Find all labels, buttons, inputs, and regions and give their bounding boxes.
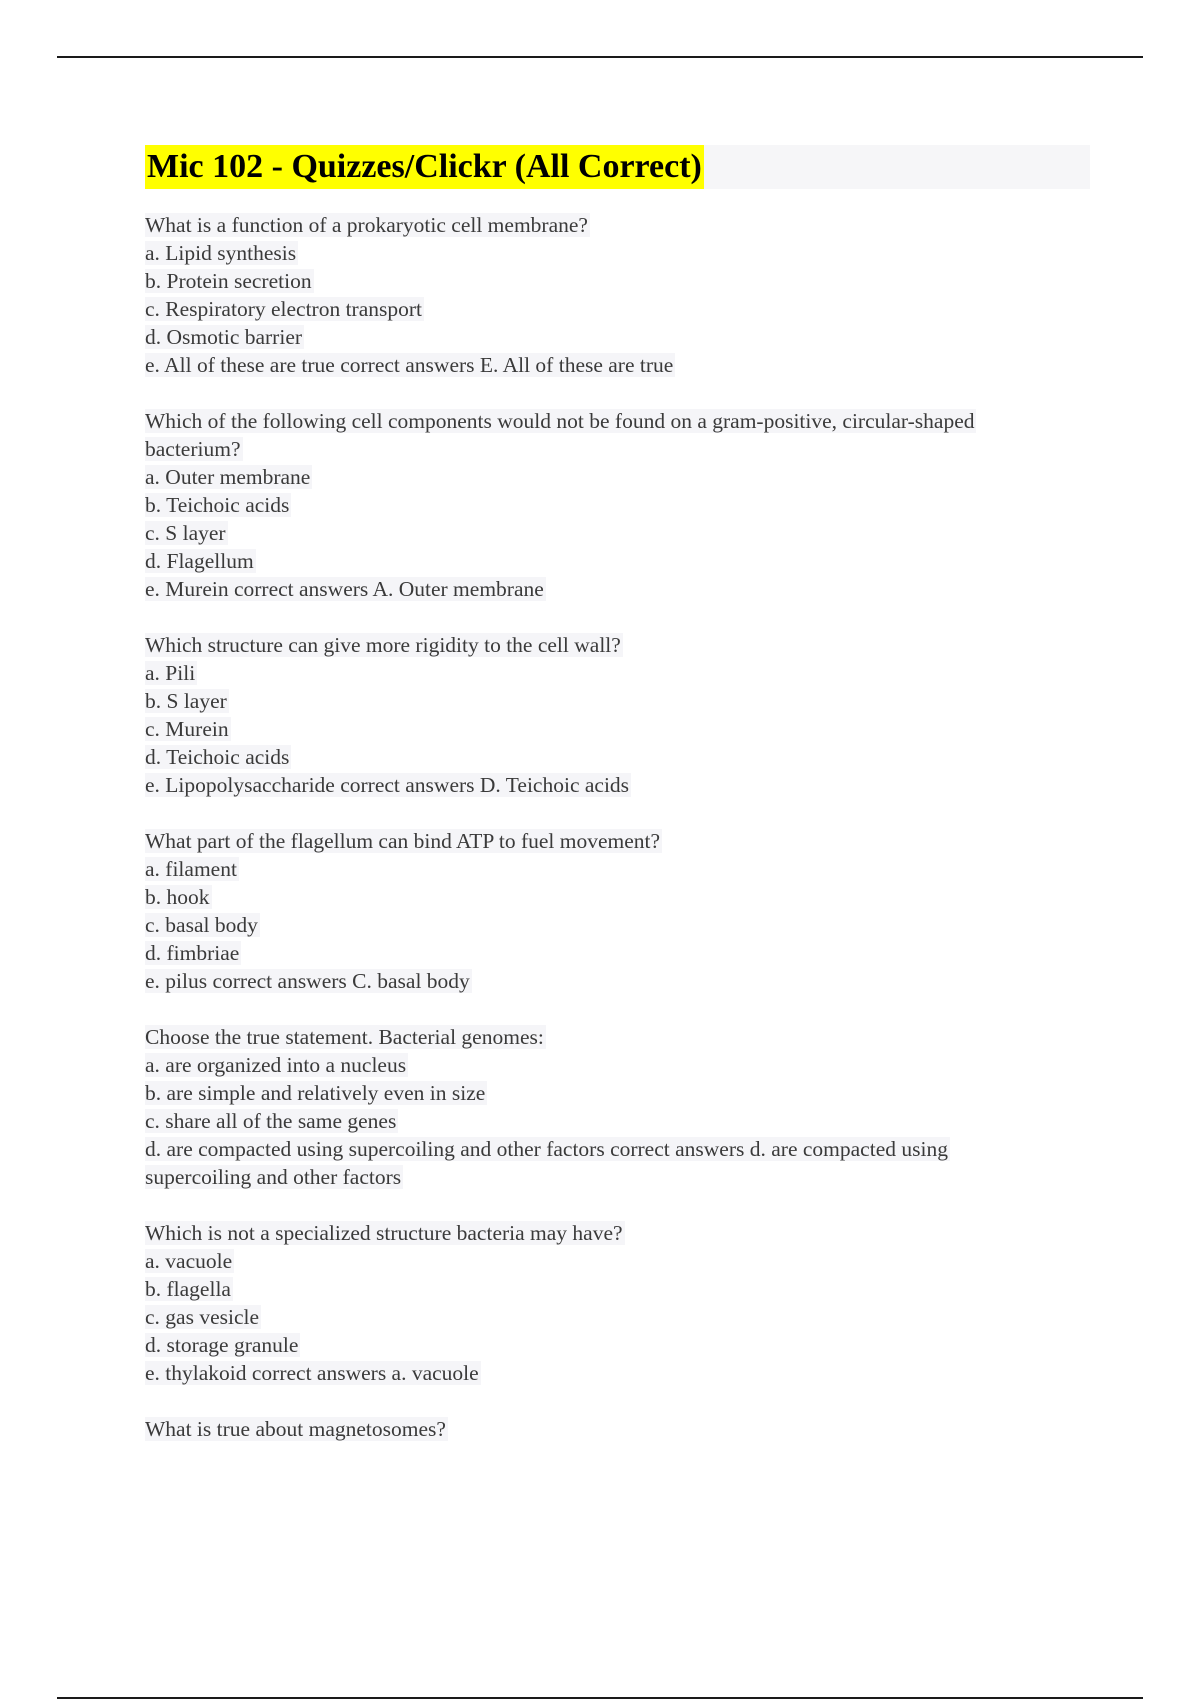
- question-line: [145, 855, 1090, 883]
- line-text: d. Teichoic acids: [145, 745, 290, 769]
- question-line: [145, 1303, 1090, 1331]
- document-title: Mic 102 - Quizzes/Clickr (All Correct): [145, 145, 704, 189]
- question-line: [145, 743, 1090, 771]
- question-line: [145, 939, 1090, 967]
- line-text: c. gas vesicle: [145, 1305, 260, 1329]
- line-text: d. storage granule: [145, 1333, 299, 1357]
- line-text: d. Osmotic barrier: [145, 325, 303, 349]
- line-text: What part of the flagellum can bind ATP to fuel movement?: [145, 829, 661, 853]
- line-text: b. S layer: [145, 689, 227, 713]
- line-text: a. Pili: [145, 661, 196, 685]
- line-text: d. fimbriae: [145, 941, 240, 965]
- question-block: [145, 211, 1090, 379]
- line-text: e. All of these are true correct answers E. All of these are true: [145, 353, 674, 377]
- line-text: c. Murein: [145, 717, 229, 741]
- question-line: [145, 1163, 1090, 1191]
- question-text: [145, 1219, 1090, 1247]
- line-text: a. are organized into a nucleus: [145, 1053, 407, 1077]
- line-text: d. are compacted using supercoiling and other factors correct answers d. are compacted using: [145, 1137, 948, 1161]
- line-text: b. Teichoic acids: [145, 493, 290, 517]
- question-line: [145, 547, 1090, 575]
- question-line: [145, 295, 1090, 323]
- line-text: a. Lipid synthesis: [145, 241, 297, 265]
- question-line: [145, 267, 1090, 295]
- question-block: [145, 1219, 1090, 1387]
- question-block: [145, 631, 1090, 799]
- line-text: d. Flagellum: [145, 549, 254, 573]
- question-line: [145, 491, 1090, 519]
- question-line: [145, 323, 1090, 351]
- question-text: [145, 1415, 1090, 1443]
- question-line: [145, 351, 1090, 379]
- line-text: Which structure can give more rigidity to the cell wall?: [145, 633, 621, 657]
- line-text: a. vacuole: [145, 1249, 233, 1273]
- line-text: e. Lipopolysaccharide correct answers D. Teichoic acids: [145, 773, 630, 797]
- line-text: e. thylakoid correct answers a. vacuole: [145, 1361, 479, 1385]
- question-line: [145, 659, 1090, 687]
- document-body: [145, 145, 1090, 1471]
- question-line: [145, 911, 1090, 939]
- line-text: e. Murein correct answers A. Outer membrane: [145, 577, 544, 601]
- question-text: [145, 827, 1090, 855]
- question-line: [145, 1107, 1090, 1135]
- question-line: [145, 1275, 1090, 1303]
- question-line: [145, 1359, 1090, 1387]
- question-block: [145, 1415, 1090, 1443]
- question-line: [145, 715, 1090, 743]
- question-line: [145, 1135, 1090, 1163]
- question-text: [145, 407, 1090, 435]
- line-text: Choose the true statement. Bacterial genomes:: [145, 1025, 544, 1049]
- question-line: [145, 1331, 1090, 1359]
- line-text: b. are simple and relatively even in size: [145, 1081, 486, 1105]
- line-text: b. flagella: [145, 1277, 231, 1301]
- line-text: a. filament: [145, 857, 237, 881]
- question-line: [145, 519, 1090, 547]
- line-text: What is true about magnetosomes?: [145, 1417, 446, 1441]
- question-line: [145, 687, 1090, 715]
- line-text: c. basal body: [145, 913, 258, 937]
- line-text: What is a function of a prokaryotic cell membrane?: [145, 213, 588, 237]
- question-line: [145, 435, 1090, 463]
- line-text: Which is not a specialized structure bacteria may have?: [145, 1221, 623, 1245]
- line-text: e. pilus correct answers C. basal body: [145, 969, 470, 993]
- question-block: [145, 407, 1090, 603]
- line-text: b. hook: [145, 885, 210, 909]
- line-text: b. Protein secretion: [145, 269, 312, 293]
- line-text: bacterium?: [145, 437, 241, 461]
- bottom-rule: [57, 1697, 1143, 1699]
- question-text: [145, 211, 1090, 239]
- question-line: [145, 1079, 1090, 1107]
- line-text: c. Respiratory electron transport: [145, 297, 423, 321]
- question-line: [145, 883, 1090, 911]
- question-line: [145, 239, 1090, 267]
- line-text: c. share all of the same genes: [145, 1109, 397, 1133]
- line-text: Which of the following cell components would not be found on a gram-positive, circular-shaped: [145, 409, 975, 433]
- question-text: [145, 1023, 1090, 1051]
- line-text: supercoiling and other factors: [145, 1165, 402, 1189]
- question-block: [145, 1023, 1090, 1191]
- question-text: [145, 631, 1090, 659]
- line-text: c. S layer: [145, 521, 226, 545]
- line-text: a. Outer membrane: [145, 465, 311, 489]
- question-block: [145, 827, 1090, 995]
- question-line: [145, 967, 1090, 995]
- question-line: [145, 771, 1090, 799]
- question-line: [145, 1051, 1090, 1079]
- question-list: [145, 211, 1090, 1443]
- title-bar: [145, 145, 1090, 189]
- question-line: [145, 575, 1090, 603]
- question-line: [145, 463, 1090, 491]
- top-rule: [57, 56, 1143, 58]
- question-line: [145, 1247, 1090, 1275]
